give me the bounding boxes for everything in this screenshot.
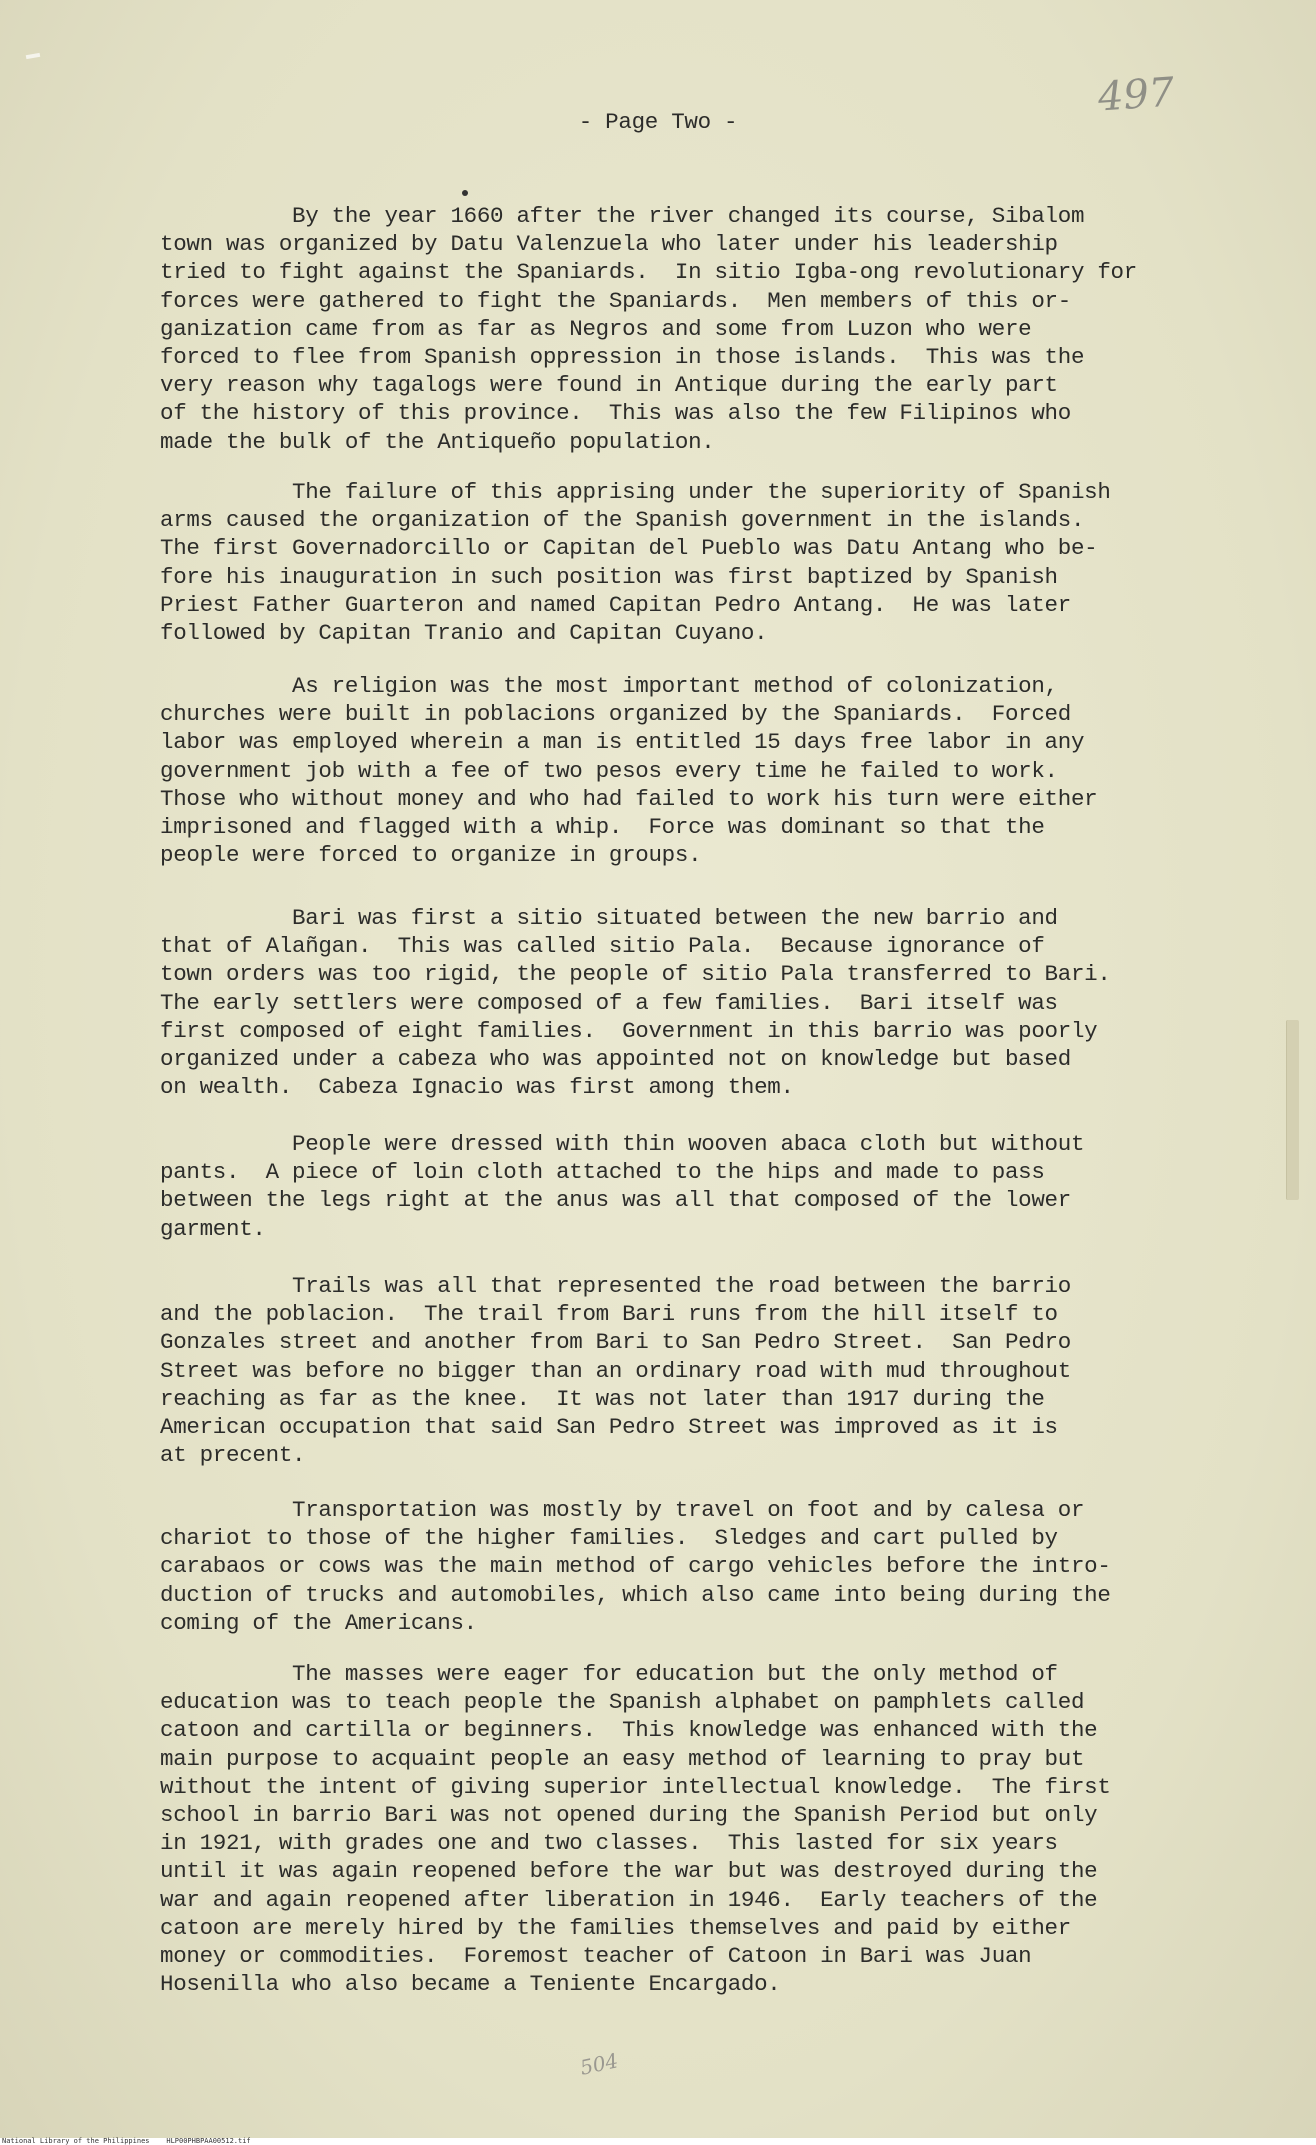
folio-number: 497 [1096,69,1176,121]
text-line: catoon and cartilla or beginners. This knowledge was enhanced with the [160,1717,1098,1744]
text-line: fore his inauguration in such position was first baptized by Spanish [160,563,1058,590]
text-line: duction of trucks and automobiles, which also came into being during the [160,1581,1111,1608]
text-line: ganization came from as far as Negros and some from Luzon who were [160,315,1032,342]
paragraph-5 [160,1130,1190,1243]
text-line: education was to teach people the Spanish alphabet on pamphlets called [160,1689,1085,1716]
text-line: People were dressed with thin wooven abaca cloth but without [160,1131,1085,1157]
text-line: main purpose to acquaint people an easy method of learning to pray but [160,1745,1085,1772]
text-line: Trails was all that represented the road between the barrio [160,1273,1071,1299]
text-line: imprisoned and flagged with a whip. Force was dominant so that the [160,814,1045,841]
text-line: without the intent of giving superior intellectual knowledge. The first [160,1773,1111,1800]
text-line: tried to fight against the Spaniards. In sitio Igba-ong revolutionary for [160,259,1137,286]
text-line: organized under a cabeza who was appointed not on knowledge but based [160,1046,1071,1073]
paragraph-4 [160,904,1190,1101]
paragraph-2 [160,478,1190,647]
text-line: that of Alañgan. This was called sitio Pala. Because ignorance of [160,933,1045,960]
text-line: on wealth. Cabeza Ignacio was first among them. [160,1074,794,1101]
text-line: Hosenilla who also became a Teniente Encargado. [160,1971,781,1998]
paragraph-6 [160,1272,1190,1469]
text-line: town was organized by Datu Valenzuela who later under his leadership [160,231,1058,258]
text-line: followed by Capitan Tranio and Capitan Cuyano. [160,620,768,647]
paragraph-3 [160,672,1190,869]
text-line: The early settlers were composed of a few families. Bari itself was [160,989,1058,1016]
text-line: made the bulk of the Antiqueño population. [160,428,715,455]
text-line: at precent. [160,1442,306,1469]
text-line: carabaos or cows was the main method of cargo vehicles before the intro- [160,1553,1111,1580]
archive-stamp: 504 [577,2048,621,2080]
text-line: Those who without money and who had failed to work his turn were either [160,785,1098,812]
text-line: forces were gathered to fight the Spaniards. Men members of this or- [160,287,1071,314]
text-line: people were forced to organize in groups. [160,842,702,869]
text-line: Bari was first a sitio situated between the new barrio and [160,905,1058,931]
text-line: The masses were eager for education but the only method of [160,1661,1058,1687]
text-line: Transportation was mostly by travel on foot and by calesa or [160,1497,1085,1523]
ink-dot [462,190,468,196]
text-line: The failure of this apprising under the superiority of Spanish [160,479,1111,505]
paragraph-1 [160,202,1190,456]
text-line: Gonzales street and another from Bari to San Pedro Street. San Pedro [160,1329,1071,1356]
text-line: between the legs right at the anus was all that composed of the lower [160,1187,1071,1214]
text-line: town orders was too rigid, the people of sitio Pala transferred to Bari. [160,961,1111,988]
text-line: By the year 1660 after the river changed its course, Sibalom [160,203,1085,229]
text-line: labor was employed wherein a man is entitled 15 days free labor in any [160,729,1085,756]
text-line: arms caused the organization of the Spanish government in the islands. [160,507,1085,534]
text-line: churches were built in poblacions organized by the Spaniards. Forced [160,701,1071,728]
text-line: money or commodities. Foremost teacher of Catoon in Bari was Juan [160,1943,1032,1970]
text-line: until it was again reopened before the war but was destroyed during the [160,1858,1098,1885]
paper-edge-tab [1286,1020,1299,1200]
text-line: forced to flee from Spanish oppression in those islands. This was the [160,344,1085,371]
text-line: American occupation that said San Pedro Street was improved as it is [160,1414,1058,1441]
text-line: very reason why tagalogs were found in Antique during the early part [160,372,1058,399]
text-line: government job with a fee of two pesos every time he failed to work. [160,757,1058,784]
scan-artifact [26,53,40,59]
text-line: coming of the Americans. [160,1609,477,1636]
text-line: garment. [160,1215,266,1242]
paragraph-8 [160,1660,1190,1998]
text-line: Street was before no bigger than an ordinary road with mud throughout [160,1357,1071,1384]
paragraph-7 [160,1496,1190,1637]
text-line: Priest Father Guarteron and named Capitan Pedro Antang. He was later [160,591,1071,618]
text-line: first composed of eight families. Government in this barrio was poorly [160,1017,1098,1044]
footer-caption: National Library of the Philippines HLP00PHBPAA00512.tif [2,2137,251,2145]
text-line: in 1921, with grades one and two classes. This lasted for six years [160,1830,1058,1857]
text-line: war and again reopened after liberation in 1946. Early teachers of the [160,1886,1098,1913]
text-line: As religion was the most important method of colonization, [160,673,1058,699]
page-header: - Page Two - [578,109,738,135]
text-line: catoon are merely hired by the families themselves and paid by either [160,1914,1071,1941]
text-line: chariot to those of the higher families. Sledges and cart pulled by [160,1525,1058,1552]
text-line: The first Governadorcillo or Capitan del Pueblo was Datu Antang who be- [160,535,1098,562]
text-line: pants. A piece of loin cloth attached to the hips and made to pass [160,1159,1045,1186]
text-line: of the history of this province. This was also the few Filipinos who [160,400,1071,427]
text-line: and the poblacion. The trail from Bari runs from the hill itself to [160,1301,1058,1328]
text-line: reaching as far as the knee. It was not later than 1917 during the [160,1385,1045,1412]
text-line: school in barrio Bari was not opened during the Spanish Period but only [160,1802,1098,1829]
